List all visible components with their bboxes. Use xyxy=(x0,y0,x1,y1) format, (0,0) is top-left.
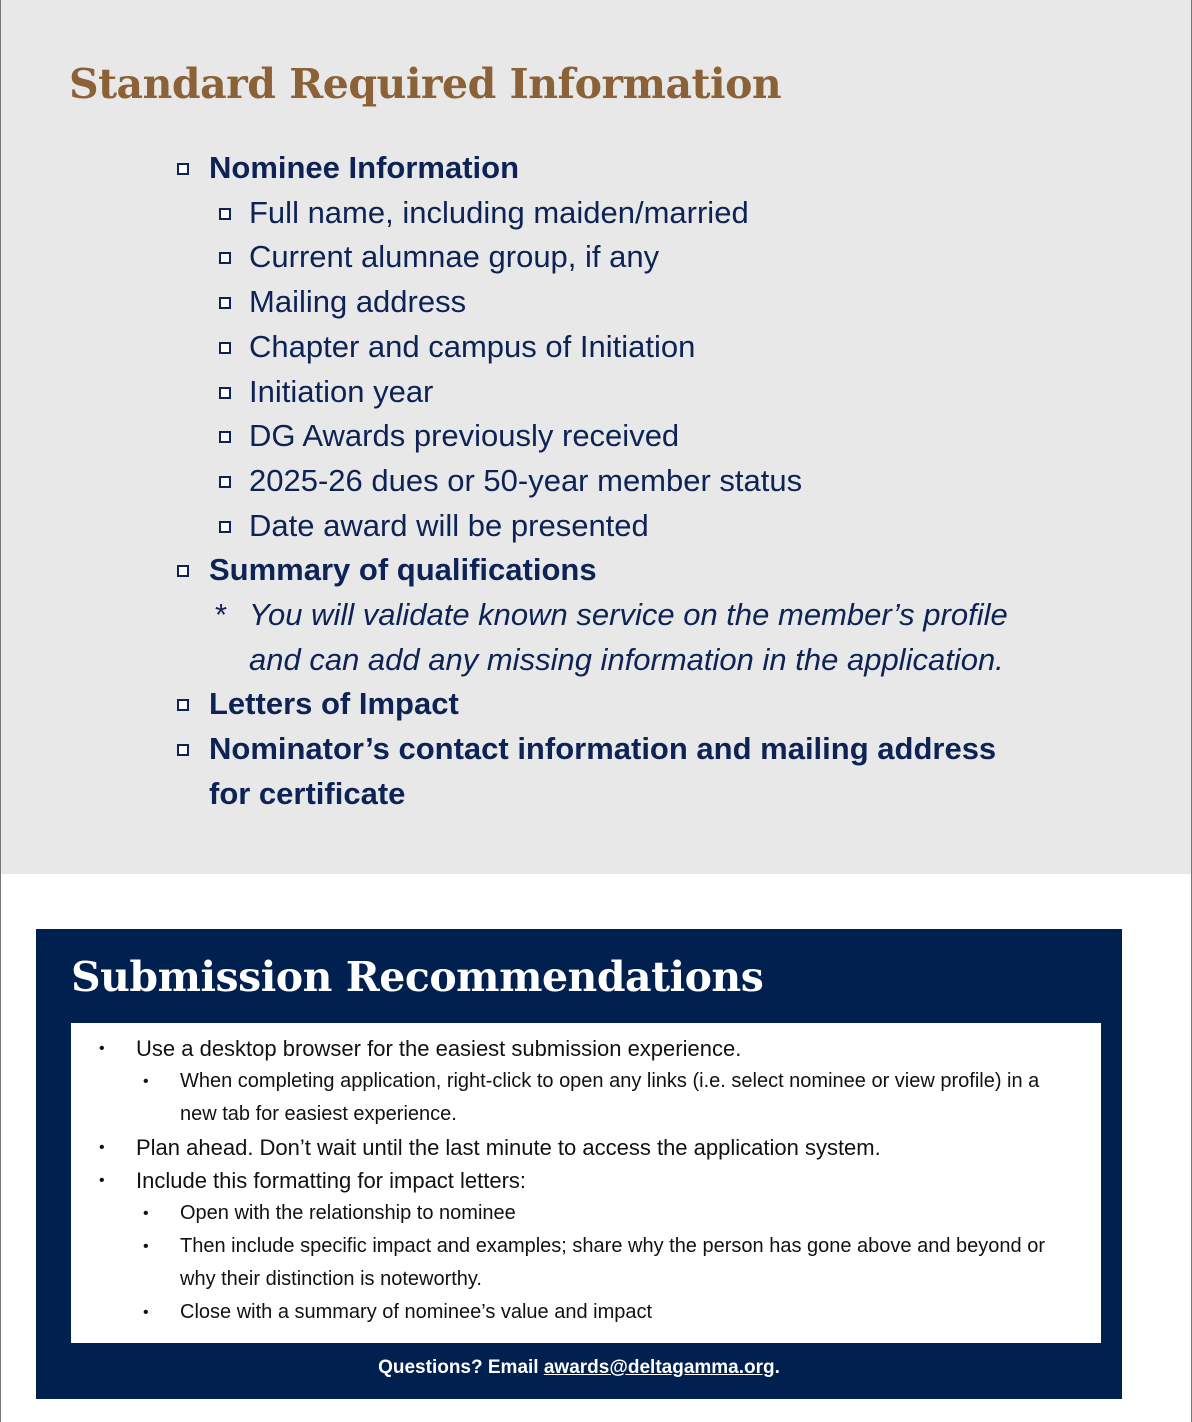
list-item-nominee-information xyxy=(177,146,1037,191)
item-text: When completing application, right-click to open any links (i.e. select nominee or view profile) in a new tab for easiest experience. xyxy=(180,1070,1040,1125)
square-bullet-icon xyxy=(219,208,231,220)
item-text: Then include specific impact and examples; share why the person has gone above and beyond or why their distinction is noteworthy. xyxy=(180,1235,1045,1290)
item-label: Summary of qualifications xyxy=(209,552,597,588)
item-text: Open with the relationship to nominee xyxy=(180,1202,516,1224)
list-item-letters-of-impact xyxy=(177,682,1037,727)
recommendations-box xyxy=(71,1023,1101,1343)
item-label: DG Awards previously received xyxy=(249,418,680,454)
submission-recommendations-section xyxy=(36,929,1122,1399)
square-bullet-icon xyxy=(177,565,189,577)
footer-contact xyxy=(36,1357,1122,1379)
item-label: Initiation year xyxy=(249,373,434,409)
section-title: Submission Recommendations xyxy=(71,953,764,1001)
square-bullet-icon xyxy=(219,521,231,533)
bullet-icon: • xyxy=(99,1172,105,1189)
list-item xyxy=(177,370,1037,415)
item-label: Current alumnae group, if any xyxy=(249,239,660,275)
square-bullet-icon xyxy=(219,252,231,264)
footer-suffix: . xyxy=(774,1357,780,1378)
list-item xyxy=(177,414,1037,459)
section-title: Standard Required Information xyxy=(69,60,782,108)
item-label: Nominee Information xyxy=(209,150,520,185)
summary-note xyxy=(177,593,1037,682)
list-item xyxy=(71,1065,1101,1131)
list-item xyxy=(71,1131,1101,1164)
required-info-section xyxy=(1,0,1191,874)
square-bullet-icon xyxy=(219,342,231,354)
square-bullet-icon xyxy=(219,431,231,443)
list-item xyxy=(177,235,1037,280)
email-link[interactable]: awards@deltagamma.org xyxy=(543,1357,775,1378)
recommendations-list xyxy=(71,1032,1101,1329)
footer-prefix: Questions? Email xyxy=(378,1357,544,1378)
bullet-icon: • xyxy=(143,1205,149,1222)
list-item xyxy=(177,191,1037,236)
required-info-list xyxy=(177,146,1037,817)
bullet-icon: • xyxy=(143,1304,149,1321)
list-item xyxy=(177,459,1037,504)
item-text: Plan ahead. Don’t wait until the last minute to access the application system. xyxy=(136,1135,881,1160)
item-label: Nominator’s contact information and mailing address for certificate xyxy=(209,731,997,811)
list-item xyxy=(71,1296,1101,1329)
square-bullet-icon xyxy=(177,744,189,756)
square-bullet-icon xyxy=(177,163,189,175)
list-item-nominator-contact xyxy=(177,727,1037,816)
asterisk-marker: * xyxy=(215,597,228,633)
list-item xyxy=(71,1197,1101,1230)
item-text: Close with a summary of nominee’s value and impact xyxy=(180,1301,653,1323)
square-bullet-icon xyxy=(177,699,189,711)
item-label: Full name, including maiden/married xyxy=(249,194,749,230)
bullet-icon: • xyxy=(143,1073,149,1090)
square-bullet-icon xyxy=(219,476,231,488)
item-text: Use a desktop browser for the easiest submission experience. xyxy=(136,1036,742,1061)
item-label: Date award will be presented xyxy=(249,507,649,543)
list-item xyxy=(71,1164,1101,1197)
list-item xyxy=(71,1032,1101,1065)
bullet-icon: • xyxy=(99,1139,105,1156)
square-bullet-icon xyxy=(219,297,231,309)
item-label: Letters of Impact xyxy=(209,686,459,722)
list-item xyxy=(177,325,1037,370)
square-bullet-icon xyxy=(219,387,231,399)
item-label: Chapter and campus of Initiation xyxy=(249,328,696,364)
list-item xyxy=(71,1230,1101,1296)
bullet-icon: • xyxy=(143,1238,149,1255)
item-text: Include this formatting for impact letters: xyxy=(136,1168,527,1193)
note-text: You will validate known service on the member’s profile and can add any missing information in the application. xyxy=(249,597,1008,677)
list-item xyxy=(177,504,1037,549)
item-label: 2025-26 dues or 50-year member status xyxy=(249,462,803,498)
list-item xyxy=(177,280,1037,325)
bullet-icon: • xyxy=(99,1040,105,1057)
list-item-summary-of-qualifications xyxy=(177,548,1037,593)
item-label: Mailing address xyxy=(249,284,467,320)
